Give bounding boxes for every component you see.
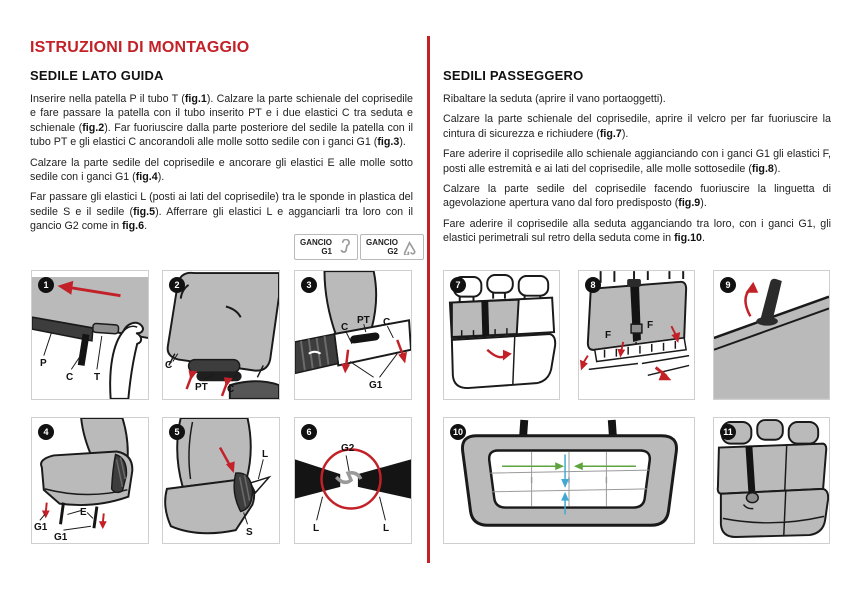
figure-number-badge: 2 xyxy=(169,277,185,293)
paragraph: Calzare la parte schienale del coprisedile, aprire il velcro per far fuoriuscire la cintura di sicurezza e richiudere (fig.7). xyxy=(443,113,831,140)
part-label-G1: G1 xyxy=(369,380,383,391)
part-label-E: E xyxy=(80,507,87,518)
g2-hook-icon xyxy=(402,240,417,255)
figure-panel-10 xyxy=(443,417,695,544)
part-label-G1: G1 xyxy=(34,522,48,533)
hook-legend-name: GANCIO xyxy=(366,238,398,247)
left-instructions xyxy=(30,92,413,234)
paragraph: Fare aderire il coprisedile alla seduta agganciando tra loro, con i ganci G1, gli elastici perimetrali sul retro della seduta come in fig.10. xyxy=(443,217,831,245)
figure-panel-6 xyxy=(294,417,412,544)
paragraph: Far passare gli elastici L (posti ai lati del coprisedile) tra le sponde in plastica del sedile S e il sedile (fig.5). Afferrare gli elastici L e agganciarli tra loro con il gancio G2 come in fig.6. xyxy=(30,191,414,233)
hook-legend-g2 xyxy=(360,234,424,260)
part-label-C: C xyxy=(383,317,391,328)
page-title: ISTRUZIONI DI MONTAGGIO xyxy=(30,39,250,56)
part-label-T: T xyxy=(94,372,101,383)
fig10-illustration xyxy=(444,418,694,543)
figure-panel-2 xyxy=(162,270,280,400)
part-label-L: L xyxy=(383,523,390,534)
figure-panel-5 xyxy=(162,417,280,544)
part-label-G2: G2 xyxy=(341,443,355,454)
part-label-P: P xyxy=(40,358,47,369)
part-label-C: C xyxy=(341,322,349,333)
figure-number-badge: 7 xyxy=(450,277,466,293)
figure-panel-9 xyxy=(713,270,830,400)
paragraph: Ribaltare la seduta (aprire il vano portaoggetti). xyxy=(443,93,666,105)
part-label-S: S xyxy=(246,527,253,538)
figure-panel-3 xyxy=(294,270,412,400)
part-label-F: F xyxy=(605,330,612,341)
figure-panel-1 xyxy=(31,270,149,400)
left-section-heading: SEDILE LATO GUIDA xyxy=(30,68,164,83)
hook-legend-name: GANCIO xyxy=(300,238,332,247)
part-label-C: C xyxy=(165,360,173,371)
column-divider xyxy=(427,36,430,563)
figure-number-badge: 1 xyxy=(38,277,54,293)
part-label-C: C xyxy=(66,372,74,383)
figure-panel-4 xyxy=(31,417,149,544)
figure-number-badge: 9 xyxy=(720,277,736,293)
right-instructions xyxy=(443,92,831,246)
hook-legend-g1 xyxy=(294,234,358,260)
part-label-L: L xyxy=(262,449,269,460)
figure-number-badge: 6 xyxy=(301,424,317,440)
figure-number-badge: 4 xyxy=(38,424,54,440)
part-label-PT: PT xyxy=(195,382,208,393)
hook-legend-code: G1 xyxy=(321,247,332,256)
figure-panel-7 xyxy=(443,270,560,400)
paragraph: Calzare la parte sedile del coprisedile e ancorare gli elastici E alle molle sotto sedile con i ganci G1 (fig.4). xyxy=(30,156,413,184)
figure-panel-8 xyxy=(578,270,695,400)
hook-legend-code: G2 xyxy=(387,247,398,256)
paragraph: Calzare la parte sedile del coprisedile facendo fuoriuscire la linguetta di agevolazione apertura vano dal foro predisposto (fig.9). xyxy=(443,183,831,210)
figure-number-badge: 8 xyxy=(585,277,601,293)
part-label-G1: G1 xyxy=(54,532,68,543)
g1-hook-icon xyxy=(340,239,351,256)
part-label-PT: PT xyxy=(357,315,370,326)
figure-number-badge: 5 xyxy=(169,424,185,440)
part-label-L: L xyxy=(313,523,320,534)
part-label-F: F xyxy=(647,320,654,331)
figure-panel-11 xyxy=(713,417,830,544)
part-label-C: C xyxy=(227,384,235,395)
paragraph: Inserire nella patella P il tubo T (fig.1). Calzare la parte schienale del coprisedile e fare passare la patella con il tubo inserito PT e i due elastici C tra seduta e schienale (fig.2). Far fuoriuscire dalla parte posteriore del sedile la patella con il tubo PT e gli elastici C ancorandoli alle molle sotto sedile con i ganci G1 (fig.3). xyxy=(30,93,414,149)
figure-number-badge: 11 xyxy=(720,424,736,440)
figure-number-badge: 10 xyxy=(450,424,466,440)
figure-number-badge: 3 xyxy=(301,277,317,293)
right-section-heading: SEDILI PASSEGGERO xyxy=(443,68,584,83)
paragraph: Fare aderire il coprisedile allo schienale aggianciando con i ganci G1 gli elastici F, posti alle estremità e ai lati del coprisedile, alle molle sottosedile (fig.8). xyxy=(443,148,831,175)
